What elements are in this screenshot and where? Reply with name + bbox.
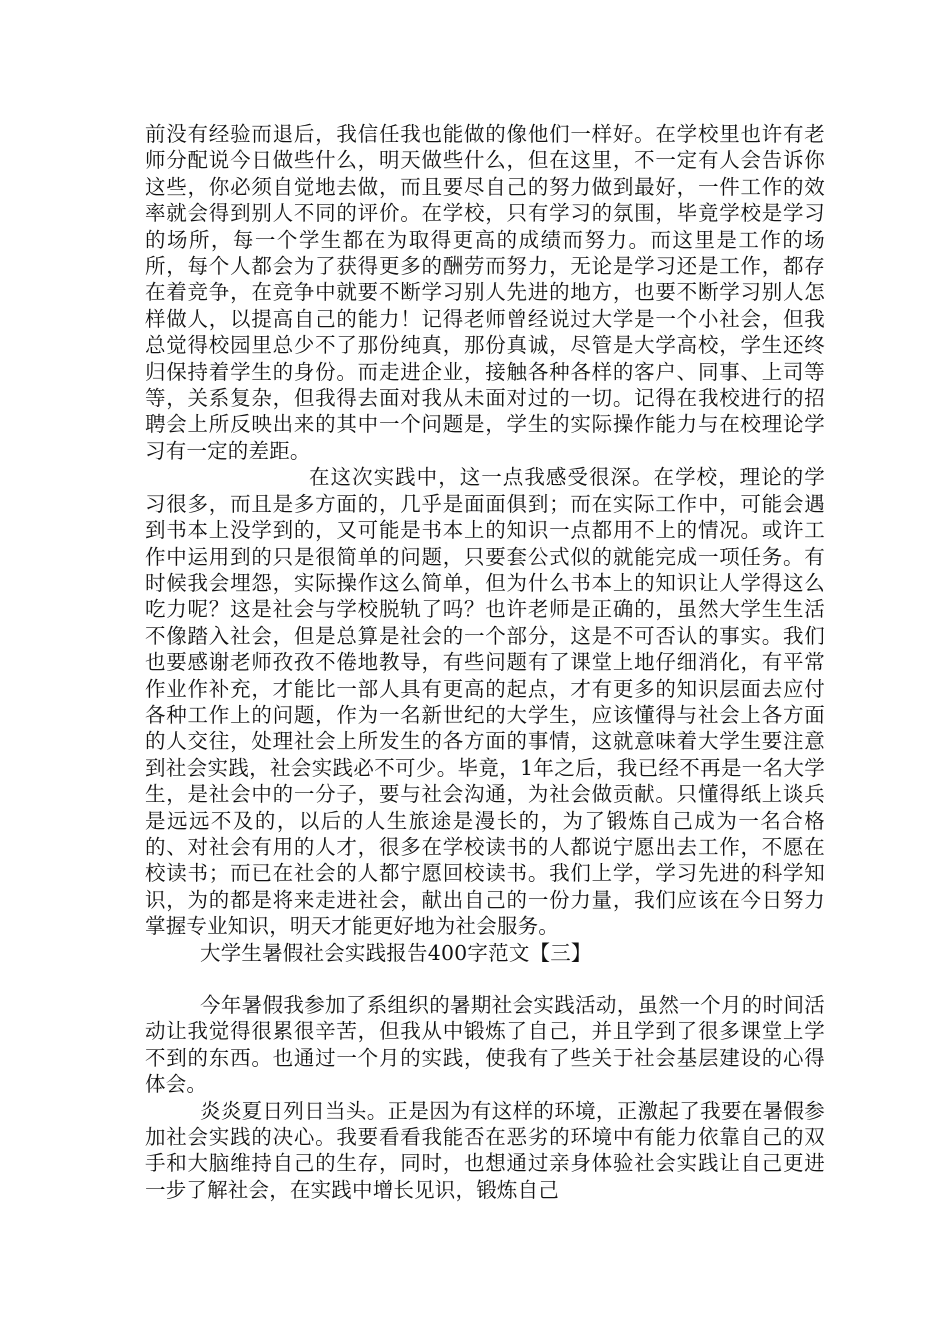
paragraph-3: 今年暑假我参加了系组织的暑期社会实践活动，虽然一个月的时间活动让我觉得很累很辛苦，但我从中锻炼了自己，并且学到了很多课堂上学不到的东西。也通过一个月的实践，使我有了些关于社会基层建设的心得体会。 (145, 993, 825, 1097)
section-heading: 大学生暑假社会实践报告400字范文【三】 (200, 940, 592, 965)
paragraph-4: 炎炎夏日列日当头。正是因为有这样的环境，正激起了我要在暑假参加社会实践的决心。我要看看我能否在恶劣的环境中有能力依靠自己的双手和大脑维持自己的生存，同时，也想通过亲身体验社会实践让自己更进一步了解社会，在实践中增长见识，锻炼自己 (145, 1098, 825, 1202)
paragraph-1: 前没有经验而退后，我信任我也能做的像他们一样好。在学校里也许有老师分配说今日做些什么，明天做些什么，但在这里，不一定有人会告诉你这些，你必须自觉地去做，而且要尽自己的努力做到最好，一件工作的效率就会得到别人不同的评价。在学校，只有学习的氛围，毕竟学校是学习的场所，每一个学生都在为取得更高的成绩而努力。而这里是工作的场所，每个人都会为了获得更多的酬劳而努力，无论是学习还是工作，都存在着竞争，在竞争中就要不断学习别人先进的地方，也要不断学习别人怎样做人，以提高自己的能力！记得老师曾经说过大学是一个小社会，但我总觉得校园里总少不了那份纯真，那份真诚，尽管是大学高校，学生还终归保持着学生的身份。而走进企业，接触各种各样的客户、同事、上司等等，关系复杂，但我得去面对我从未面对过的一切。记得在我校进行的招聘会上所反映出来的其中一个问题是，学生的实际操作能力与在校理论学习有一定的差距。 (145, 122, 825, 463)
paragraph-2: 在这次实践中，这一点我感受很深。在学校，理论的学习很多，而且是多方面的，几乎是面面俱到；而在实际工作中，可能会遇到书本上没学到的，又可能是书本上的知识一点都用不上的情况。或许工作中运用到的只是很简单的问题，只要套公式似的就能完成一项任务。有时候我会埋怨，实际操作这么简单，但为什么书本上的知识让人学得这么吃力呢？这是社会与学校脱轨了吗？也许老师是正确的，虽然大学生生活不像踏入社会，但是总算是社会的一个部分，这是不可否认的事实。我们也要感谢老师孜孜不倦地教导，有些问题有了课堂上地仔细消化，有平常作业作补充，才能比一部人具有更高的起点，才有更多的知识层面去应付各种工作上的问题，作为一名新世纪的大学生，应该懂得与社会上各方面的人交往，处理社会上所发生的各方面的事情，这就意味着大学生要注意到社会实践，社会实践必不可少。毕竟，1年之后，我已经不再是一名大学生，是社会中的一分子，要与社会沟通，为社会做贡献。只懂得纸上谈兵是远远不及的，以后的人生旅途是漫长的，为了锻炼自己成为一名合格的、对社会有用的人才，很多在学校读书的人都说宁愿出去工作，不愿在校读书；而已在社会的人都宁愿回校读书。我们上学，学习先进的科学知识，为的都是将来走进社会，献出自己的一份力量，我们应该在今日努力掌握专业知识，明天才能更好地为社会服务。 (145, 465, 825, 939)
document-page (145, 121, 825, 1203)
blank-line (145, 966, 825, 992)
